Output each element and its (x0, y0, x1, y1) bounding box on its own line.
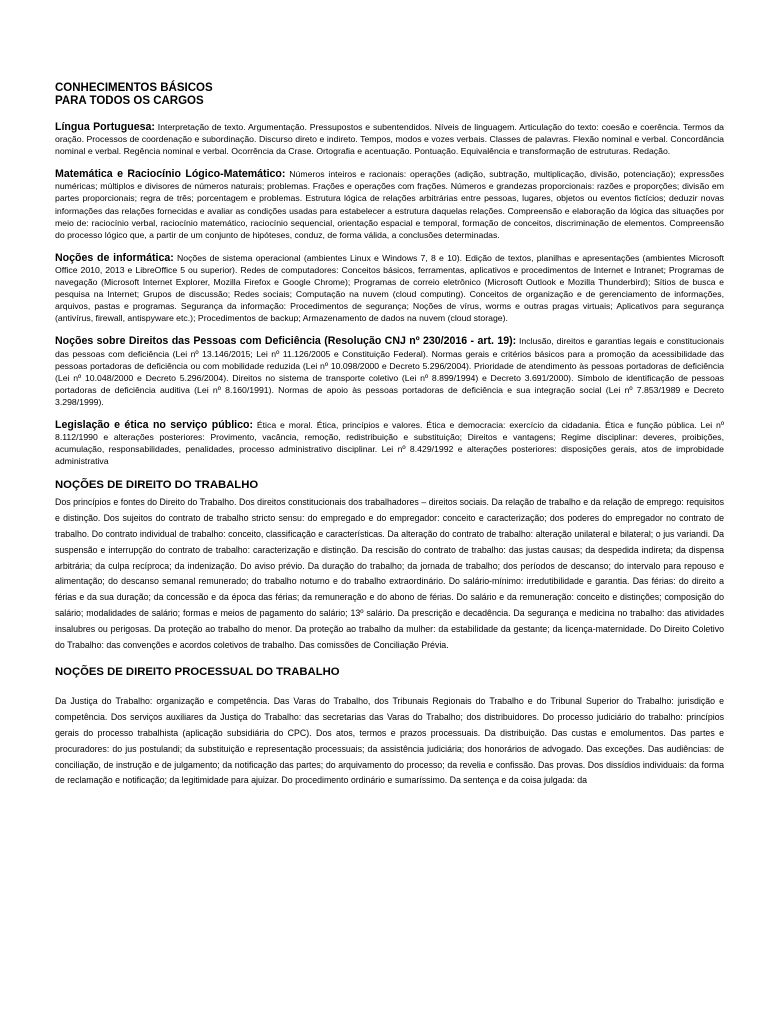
topic-text: Inclusão, direitos e garantias legais e constitucionais das pessoas com deficiência (Lei nº 13.146/2015; Lei nº 11.126/2005 e Constituição Federal). Normas gerais e critérios básicos para a promoção da acessibilidade das pessoas portadoras de deficiência ou com mobilidade reduzida (Lei nº 10.098/2000 e Decreto 5.296/2004). Prioridade de atendimento às pessoas portadoras de deficiência (Lei nº 10.048/2000 e Decreto 5.296/2004). Direitos no sistema de transporte coletivo (Lei nº 8.899/1994) e Decreto 3.691/2000). Símbolo de identificação de pessoas portadoras de deficiência auditiva (Lei nº 8.160/1991). Normas de apoio às pessoas portadoras de deficiência e sua integração social (Lei nº 7.853/1989 e Decreto 3.298/1999). (55, 336, 724, 407)
topic-heading: Língua Portuguesa: (55, 121, 155, 133)
topic-heading: Noções sobre Direitos das Pessoas com Deficiência (Resolução CNJ nº 230/2016 - art. 19): (55, 335, 517, 348)
doc-title-line1: CONHECIMENTOS BÁSICOS (55, 82, 213, 94)
topic-heading: Noções de informática: (55, 251, 174, 264)
topic-text: Noções de sistema operacional (ambientes Linux e Windows 7, 8 e 10). Edição de textos, planilhas e apresentações (ambientes Microsoft Office 2010, 2013 e LibreOffice 5 ou superior). Redes de computadores: Conceitos básicos, ferramentas, aplicativos e procedimentos de Internet e Intranet; Programas de navegação (Microsoft Internet Explorer, Mozilla Firefox e Google Chrome); Programas de correio eletrônico (Microsoft Outlook e Mozilla Thunderbird); Sítios de busca e pesquisa na Internet; Grupos de discussão; Redes sociais; Computação na nuvem (cloud computing). Conceitos de organização e de gerenciamento de informações, arquivos, pastas e programas. Segurança da informação: Procedimentos de segurança; Noções de vírus, worms e outras pragas virtuais; Aplicativos para segurança (antivírus, firewall, antispyware etc.); Procedimentos de backup; Armazenamento de dados na nuvem (cloud storage). (55, 252, 724, 324)
document-page (55, 82, 724, 789)
topic-text: Ética e moral. Ética, princípios e valores. Ética e democracia: exercício da cidadania. Ética e função pública. Lei nº 8.112/1990 e alterações posteriores: Provimento, vacância, remoção, redistribuição e substituição; Direitos e vantagens; Regime disciplinar: deveres, proibições, acumulação, responsabilidades, penalidades, processo administrativo disciplinar. Lei nº 8.429/1992 e alterações posteriores: disposições gerais, atos de improbidade administrativa (55, 419, 725, 467)
topic-ethics (55, 419, 724, 467)
section-text-labor-procedure: Da Justiça do Trabalho: organização e competência. Das Varas do Trabalho, dos Tribunais Regionais do Trabalho e do Tribunal Superior do Trabalho: jurisdição e competência. Dos serviços auxiliares da Justiça do Trabalho: das secretarias das Varas do Trabalho; dos distribuidores. Do processo judiciário do trabalho: princípios gerais do processo trabalhista (aplicação subsidiária do CPC). Dos atos, termos e prazos processuais. Da distribuição. Das custas e emolumentos. Das partes e procuradores: do jus postulandi; da substituição e representação processuais; da assistência judiciária; dos honorários de advogado. Das exceções. Das audiências: de conciliação, de instrução e de julgamento; da notificação das partes; do arquivamento do processo; da revelia e confissão. Das provas. Dos dissídios individuais: da forma de reclamação e notificação; da legitimidade para ajuizar. Do procedimento ordinário e sumaríssimo. Da sentença e da coisa julgada: da (55, 696, 724, 786)
topic-disability-rights (55, 335, 724, 408)
topic-math (55, 168, 724, 241)
section-text-labor-law: Dos princípios e fontes do Direito do Trabalho. Dos direitos constitucionais dos trabalhadores – direitos sociais. Da relação de trabalho e da relação de emprego: requisitos e distinção. Dos sujeitos do contrato de trabalho stricto sensu: do empregado e do empregador: conceito e caracterização; dos poderes do empregador no contrato de trabalho. Do contrato individual de trabalho: conceito, classificação e características. Da alteração do contrato de trabalho: alteração unilateral e bilateral; o jus variandi. Da suspensão e interrupção do contrato de trabalho: caracterização e distinção. Da rescisão do contrato de trabalho: das justas causas; da despedida indireta; da dispensa arbitrária; da culpa recíproca; da indenização. Do aviso prévio. Da duração do trabalho; da jornada de trabalho; dos períodos de descanso; do intervalo para repouso e alimentação; do descanso semanal remunerado; do trabalho noturno e do trabalho extraordinário. Do salário-mínimo: irredutibilidade e garantia. Das férias: do direito a férias e da sua duração; da concessão e da época das férias; da remuneração e do abono de férias. Do salário e da remuneração: conceito e distinções; composição do salário; modalidades de salário; formas e meios de pagamento do salário; 13º salário. Da prescrição e decadência. Da segurança e medicina no trabalho: das atividades insalubres ou perigosas. Da proteção ao trabalho do menor. Da proteção ao trabalho da mulher: da estabilidade da gestante; da licença-maternidade. Do Direito Coletivo do Trabalho: das convenções e acordos coletivos de trabalho. Das comissões de Conciliação Prévia. (55, 497, 724, 650)
topic-heading: Matemática e Raciocínio Lógico-Matemático: (55, 168, 286, 181)
section-title-labor-procedure: NOÇÕES DE DIREITO PROCESSUAL DO TRABALHO (55, 666, 340, 679)
topic-portuguese (55, 121, 724, 157)
topic-heading: Legislação e ética no serviço público: (55, 418, 253, 431)
topic-informatics (55, 252, 724, 325)
section-title-labor-law: NOÇÕES DE DIREITO DO TRABALHO (55, 479, 259, 492)
topic-text: Números inteiros e racionais: operações (adição, subtração, multiplicação, divisão, potenciação); expressões numéricas; múltiplos e divisores de números naturais; problemas. Frações e operações com frações. Números e grandezas proporcionais: razões e proporções; divisão em partes proporcionais; regra de três; porcentagem e problemas. Estrutura lógica de relações arbitrárias entre pessoas, lugares, objetos ou eventos fictícios; deduzir novas informações das relações fornecidas e avaliar as condições usadas para estabelecer a estrutura daquelas relações. Compreensão e elaboração da lógica das situações por meio de: raciocínio verbal, raciocínio matemático, raciocínio sequencial, orientação espacial e temporal, formação de conceitos, discriminação de elementos. Compreensão do processo lógico que, a partir de um conjunto de hipóteses, conduz, de forma válida, a conclusões determinadas. (55, 169, 724, 240)
doc-title-line2: PARA TODOS OS CARGOS (55, 95, 204, 107)
topic-text: Interpretação de texto. Argumentação. Pressupostos e subentendidos. Níveis de linguagem. Articulação do texto: coesão e coerência. Termos da oração. Processos de coordenação e subordinação. Discurso direto e indireto. Tempos, modos e vozes verbais. Classes de palavras. Flexão nominal e verbal. Concordância nominal e verbal. Regência nominal e verbal. Ocorrência da Crase. Ortografia e acentuação. Pontuação. Equivalência e transformação de estruturas. Redação. (55, 122, 725, 157)
